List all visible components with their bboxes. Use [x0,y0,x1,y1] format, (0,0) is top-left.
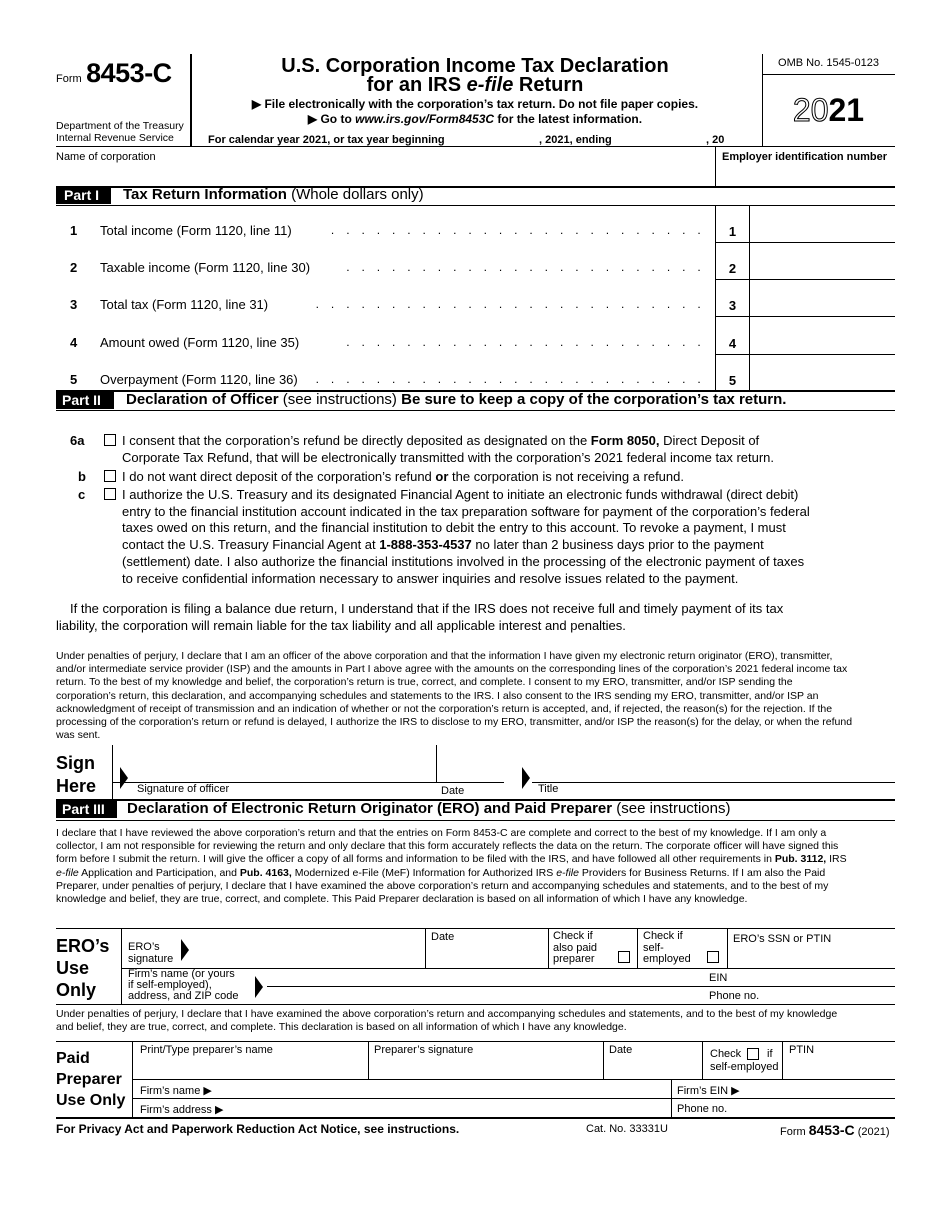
perjury-line: was sent. [56,729,101,742]
privacy-notice: For Privacy Act and Paperwork Reduction Act Notice, see instructions. [56,1122,460,1136]
perjury-line: corporation’s return, this declaration, and accompanying schedules and statements to the IRS. I also consent to the IRS sending my ERO, transmitter, and/or ISP an [56,689,819,702]
checkbox-preparer-self-employed[interactable] [747,1048,759,1060]
perjury-line: acknowledgment of receipt of transmission and an indication of whether or not the corporation’s return is accepted, and, if rejected, the reason(s) for the rejection. If the [56,702,833,715]
perjury-line: return. To the best of my knowledge and belief, the corporation’s return is true, correct, and complete. I consent to my ERO, transmitter, and/or ISP sending the [56,676,793,689]
part2-tag: Part II [56,391,114,409]
ero-use-only-label: ERO’s Use Only [56,936,110,1000]
line-1-leader-dots: . . . . . . . . . . . . . . . . . . . . . . . . . [330,223,705,237]
line-6a-text-1: I consent that the corporation’s refund be directly deposited as designated on the Form 8050, Direct Deposit of [122,433,760,448]
line-4-leader-dots: . . . . . . . . . . . . . . . . . . . . . . . . [346,335,705,349]
calendar-year-end: , 20 [706,134,725,146]
form-number: 8453-C [86,58,172,88]
preparer-check-label-3: self-employed [710,1061,779,1073]
ero-sig-arrow-icon [181,939,189,961]
instruction-1: ▶ File electronically with the corporation’s tax return. Do not file paper copies. [251,97,699,111]
sign-arrow-icon [120,767,128,789]
part3-title: Declaration of Electronic Return Originator (ERO) and Paid Preparer (see instructions) [127,800,731,817]
line-2-box-number: 2 [728,261,737,276]
checkbox-ero-self-employed[interactable] [707,951,719,963]
ein-label: Employer identification number [722,151,888,163]
ero-ssn-ptin-field[interactable] [733,946,893,966]
part1-title: Tax Return Information (Whole dollars only) [123,186,424,203]
title-label: Title [538,783,559,795]
line-1-amount-field[interactable] [751,211,895,241]
part3-tag: Part III [56,800,117,818]
perjury-line: processing of the corporation’s return or refund is delayed, I authorize the IRS to disclose to my ERO, transmitter, and/or ISP the reason(s) for the delay, or when the refund [56,716,853,729]
officer-title-field[interactable] [536,750,895,782]
officer-perjury-statement [56,650,896,742]
line-6a-text-2: Corporate Tax Refund, that will be electronically transmitted with the corporation’s 2021 federal income tax return. [122,450,775,465]
ero-phone-label: Phone no. [709,990,760,1002]
ero-signature-label: ERO’s signature [128,941,174,965]
balance-due-text-1: If the corporation is filing a balance due return, I understand that if the IRS does not receive full and timely payment of its tax [70,601,784,616]
line-6c-text-2: entry to the financial institution account indicated in the tax preparation software for payment of the corporation’s federal [122,504,810,519]
line-3-number: 3 [70,297,78,312]
preparer-perjury-statement: Under penalties of perjury, I declare that I have examined the above corporation’s return and accompanying schedules and statements, and to the best of my knowledge and belief, they are true, correct, and complete. This declaration is based on all information of which I have any knowledge. [56,1008,838,1034]
line-6c-text-3: taxes owed on this return, and the financial institution to debit the entry to this account. To revoke a payment, I must [122,520,786,535]
preparer-name-field[interactable] [138,1058,366,1078]
firm-phone-label: Phone no. [677,1103,728,1115]
part1-tag: Part I [56,186,111,204]
line-2-number: 2 [70,260,78,275]
line-6c-text-5: (settlement) date. I also authorize the financial institutions involved in the processing of the electronic payment of taxes [122,554,805,569]
name-of-corporation-field[interactable] [56,164,714,184]
checkbox-6a[interactable] [104,434,116,446]
irs-label: Internal Revenue Service [56,132,174,144]
line-1-label: Total income (Form 1120, line 11) [100,223,292,238]
ein-field[interactable] [720,164,895,184]
ptin-label: PTIN [789,1044,815,1056]
preparer-signature-label: Preparer’s signature [374,1044,474,1056]
firm-name-prep-label: Firm’s name ▶ [140,1085,212,1097]
ero-date-field[interactable] [431,946,546,966]
line-3-leader-dots: . . . . . . . . . . . . . . . . . . . . . . . . . . [315,297,705,311]
line-4-box-number: 4 [728,336,737,351]
line-2-amount-field[interactable] [751,248,895,278]
firm-address-field[interactable] [228,1100,668,1116]
line-6c-text-6: to receive confidential information necessary to answer inquiries and resolve issues related to the payment. [122,571,739,586]
instruction-2: ▶ Go to www.irs.gov/Form8453C for the latest information. [307,112,643,126]
officer-signature-field[interactable] [132,750,432,782]
preparer-check-label-1: Check [710,1048,742,1060]
dept-treasury: Department of the Treasury [56,120,184,132]
preparer-date-label: Date [609,1044,633,1056]
tax-year: 2021 [792,92,865,128]
footer-form-id: Form 8453-C (2021) [780,1122,890,1138]
line-6c-letter: c [78,487,86,502]
preparer-signature-field[interactable] [372,1058,600,1078]
line-3-box-number: 3 [728,298,737,313]
ero-ssn-ptin-label: ERO’s SSN or PTIN [733,933,832,945]
calendar-year-label: For calendar year 2021, or tax year beginning [208,134,445,146]
check-paid-preparer-label: Check if also paid preparer [553,930,598,965]
line-6b-letter: b [78,469,86,484]
ero-ein-label: EIN [709,972,728,984]
line-5-number: 5 [70,372,78,387]
cat-number: Cat. No. 33331U [586,1123,668,1135]
line-1-box-number: 1 [728,224,737,239]
calendar-year-mid: , 2021, ending [539,134,612,146]
perjury-line: and/or intermediate service provider (ISP) and the amounts in Part I above agree with the amounts on the corresponding lines of the corporation’s 2021 federal income tax [56,663,848,676]
form-title-line1: U.S. Corporation Income Tax Declaration [281,55,669,77]
sign-date-field[interactable] [440,750,504,782]
form-label [56,58,172,89]
line-3-label: Total tax (Form 1120, line 31) [100,297,269,312]
line-4-number: 4 [70,335,78,350]
firm-name-prep-field[interactable] [210,1081,668,1097]
check-self-employed-label: Check if self- employed [643,930,691,965]
line-5-amount-field[interactable] [751,360,895,390]
perjury-line: Under penalties of perjury, I declare that I am an officer of the above corporation and that the information I have given my electronic return originator (ERO), transmitter, [56,650,833,662]
name-of-corporation-label: Name of corporation [56,151,156,163]
checkbox-6c[interactable] [104,488,116,500]
signature-of-officer-label: Signature of officer [137,783,230,795]
ero-date-label: Date [431,931,455,943]
preparer-check-label-2: if [767,1048,773,1060]
form-title-line2: for an IRS e-file Return [366,74,584,96]
sign-here-label: Sign Here [56,753,97,796]
line-4-label: Amount owed (Form 1120, line 35) [100,335,300,350]
line-1-number: 1 [70,223,78,238]
line-6c-text-1: I authorize the U.S. Treasury and its designated Financial Agent to initiate an electronic funds withdrawal (direct debit) [122,487,799,502]
line-5-box-number: 5 [728,373,737,388]
paid-preparer-label: Paid Preparer Use Only [56,1050,126,1109]
line-2-label: Taxable income (Form 1120, line 30) [100,260,311,275]
sign-date-label: Date [441,785,465,797]
ptin-field[interactable] [788,1058,893,1078]
firm-ein-label: Firm’s EIN ▶ [677,1085,740,1097]
ero-signature-field[interactable] [192,932,422,966]
line-5-leader-dots: . . . . . . . . . . . . . . . . . . . . . . . . . . [315,372,705,386]
balance-due-text-2: liability, the corporation will remain liable for the tax liability and all applicable interest and penalties. [56,618,626,633]
preparer-date-field[interactable] [607,1058,699,1078]
firm-name-label: Firm’s name (or yours if self-employed), address, and ZIP code [128,968,239,1002]
form-word: Form [56,73,82,85]
line-6a-number: 6a [70,433,85,448]
line-3-amount-field[interactable] [751,285,895,315]
checkbox-also-paid-preparer[interactable] [618,951,630,963]
title-arrow-icon [522,767,530,789]
line-2-leader-dots: . . . . . . . . . . . . . . . . . . . . . . . . [346,260,705,274]
line-4-amount-field[interactable] [751,323,895,353]
ero-declaration: I declare that I have reviewed the above corporation’s return and that the entries on Form 8453-C are complete and correct to the best of my knowledge. If I am only a collector, I am not responsible for reviewing the return and only declare that this form accurately reflects the data on the return. The corporate officer will have signed this form before I submit the return. I will give the officer a copy of all forms and information to be filed with the IRS, and have followed all other requirements in Pub. 3112, IRS e-file Application and Participation, and Pub. 4163, Modernized e-File (MeF) Information for Authorized IRS e-file Providers for Business Returns. If I am also the Paid Preparer, under penalties of perjury, I declare that I have examined the above corporation’s return and accompanying schedules and statements, and to the best of my knowledge and belief, they are true, correct, and complete. This Paid Preparer declaration is based on all information of which I have any knowledge. [56,827,847,906]
line-6b-text: I do not want direct deposit of the corporation’s refund or the corporation is not receiving a refund. [122,469,684,484]
line-5-label: Overpayment (Form 1120, line 36) [100,372,298,387]
line-6c-text-4: contact the U.S. Treasury Financial Agent at 1-888-353-4537 no later than 2 business days prior to the payment [122,537,764,552]
firm-address-label: Firm’s address ▶ [140,1104,224,1116]
preparer-name-label: Print/Type preparer’s name [140,1044,273,1056]
omb-number: OMB No. 1545-0123 [778,57,879,69]
firm-arrow-icon [255,976,263,998]
firm-ein-field[interactable] [745,1081,893,1097]
checkbox-6b[interactable] [104,470,116,482]
firm-phone-field[interactable] [735,1100,893,1116]
part2-title: Declaration of Officer (see instructions) Be sure to keep a copy of the corporation’s tax return. [126,391,787,408]
